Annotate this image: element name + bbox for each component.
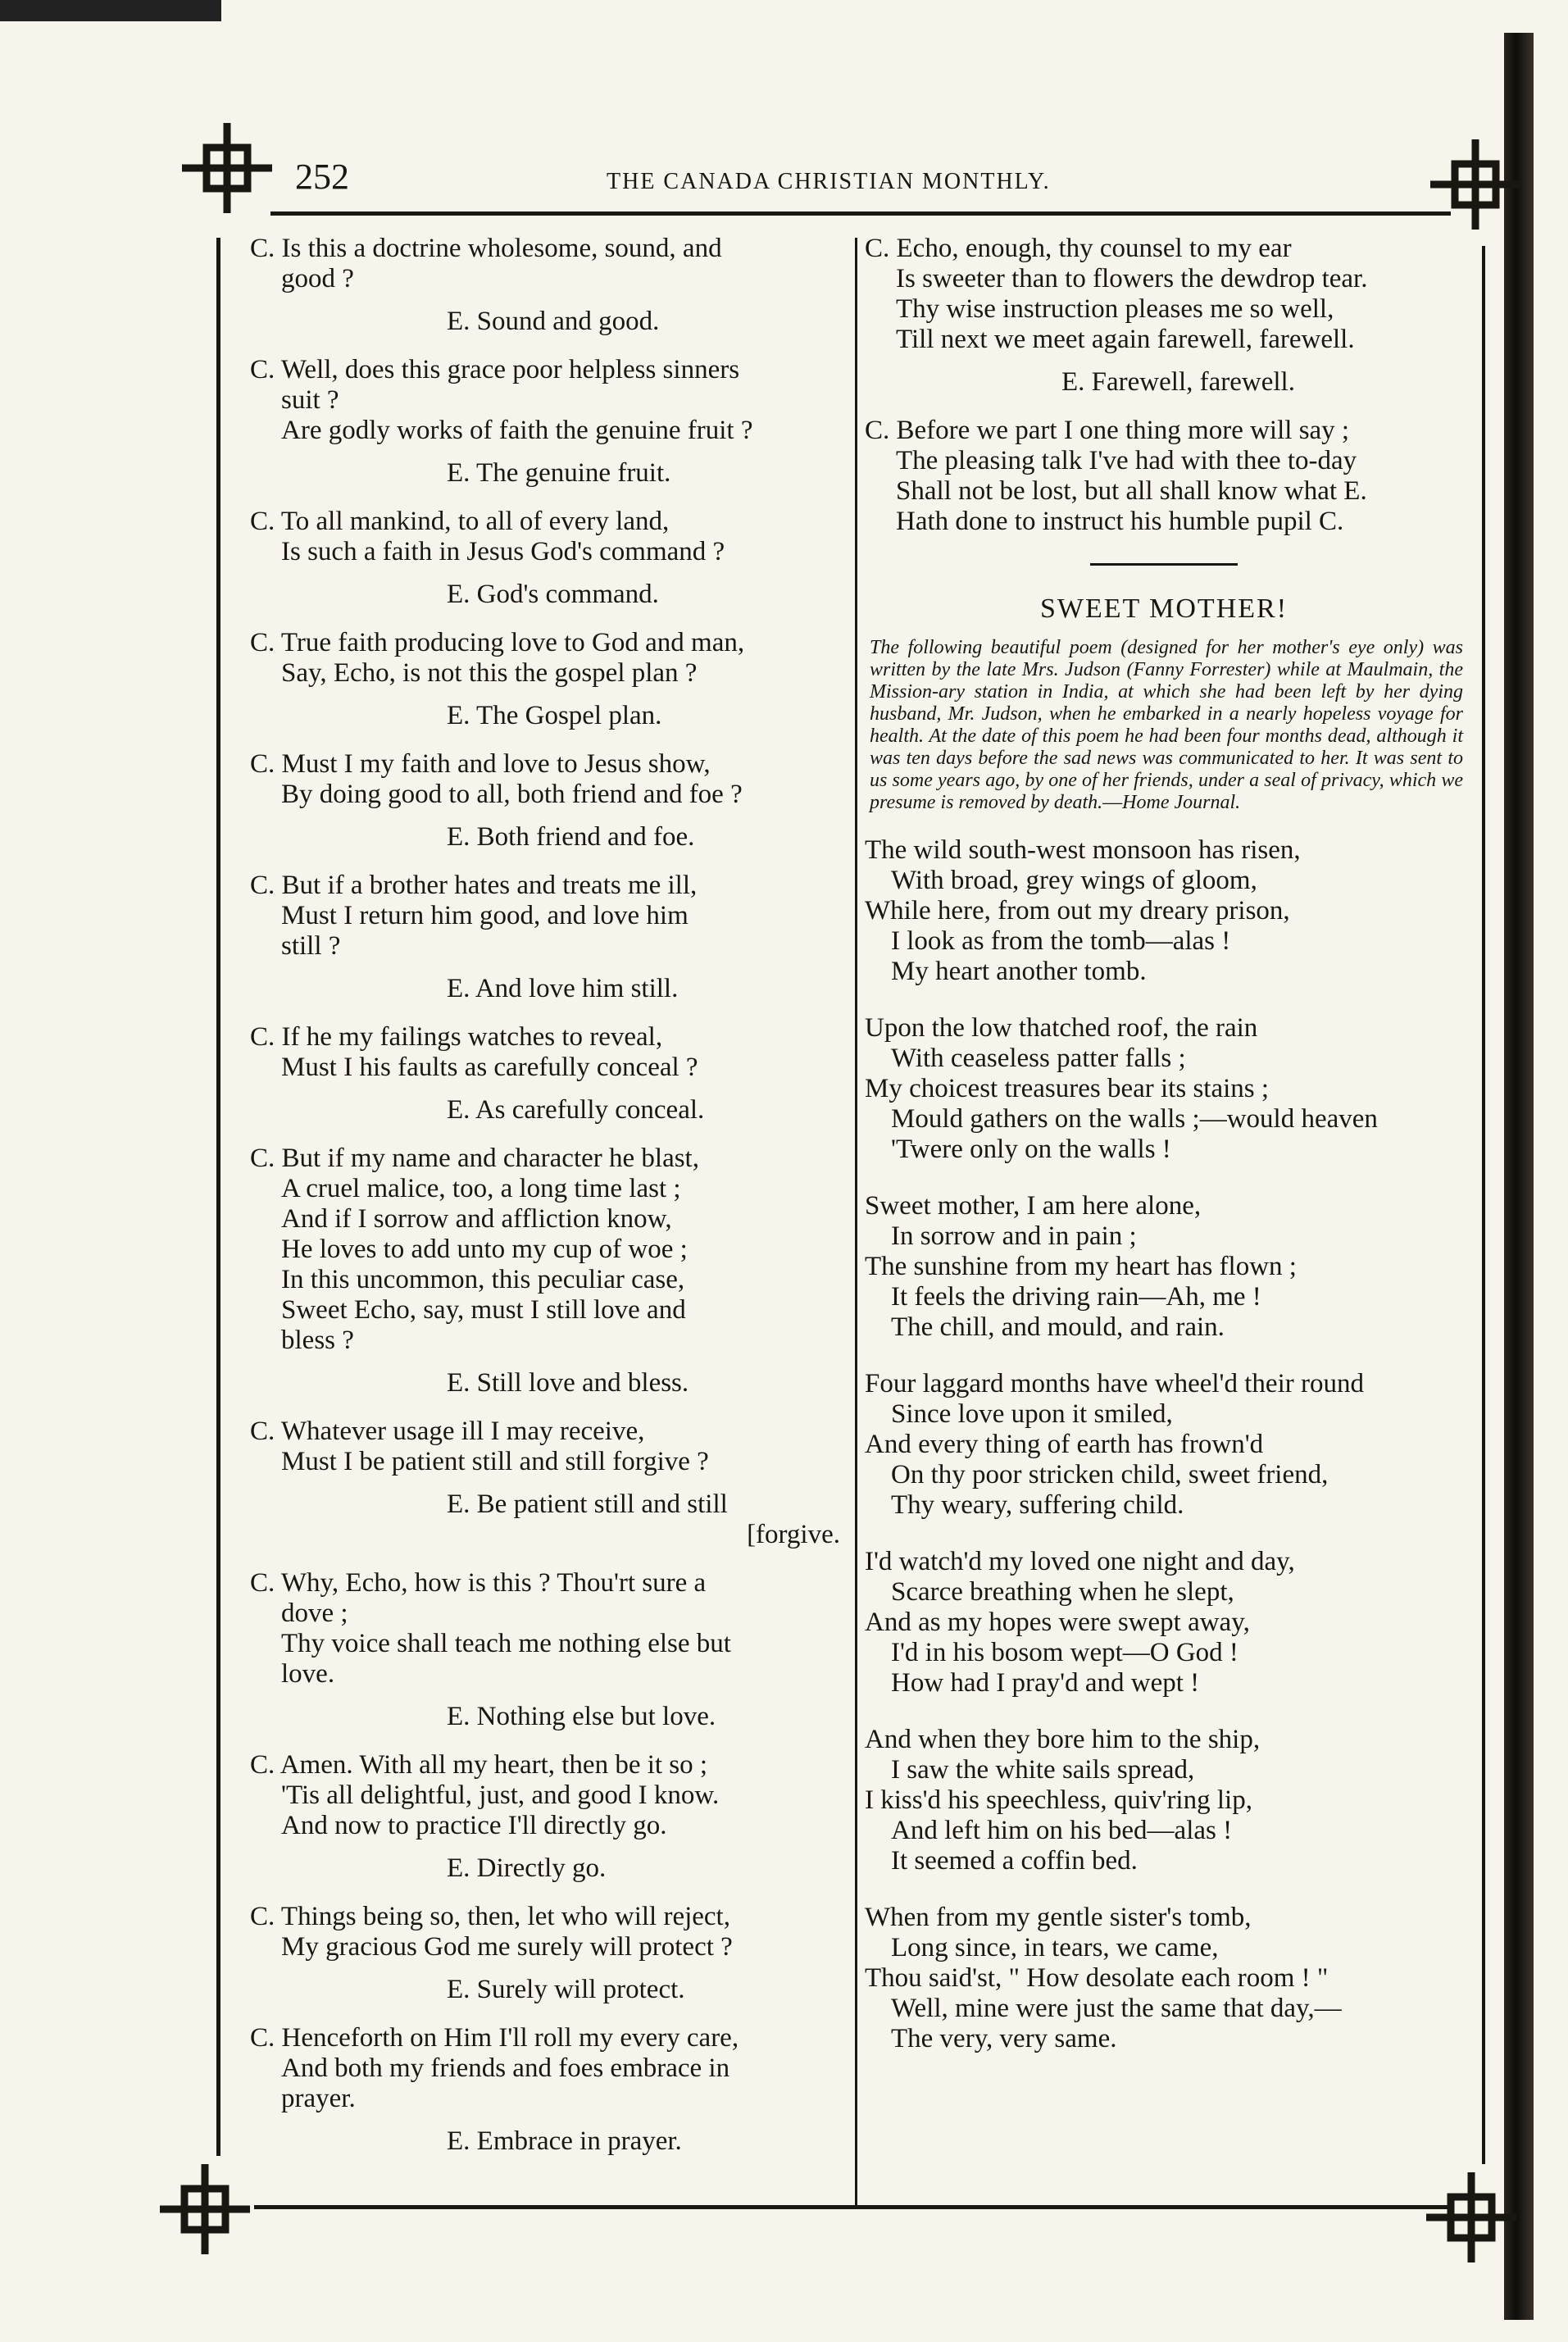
corner-ornament-bottom-right xyxy=(1426,2172,1516,2262)
dialogue-line: Sweet Echo, say, must I still love and xyxy=(281,1295,686,1325)
dialogue-line: C. Whatever usage ill I may receive, xyxy=(250,1417,645,1446)
poem-stanza xyxy=(865,1013,1463,1165)
frame-top-rule xyxy=(270,211,1451,216)
dialogue-line: Must I return him good, and love him xyxy=(281,901,689,930)
dialogue-line: Is sweeter than to flowers the dewdrop tear. xyxy=(896,264,1368,293)
dialogue-line: C. True faith producing love to God and man, xyxy=(250,628,745,657)
poem-line: I saw the white sails spread, xyxy=(891,1755,1195,1785)
echo-reply: E. Still love and bless. xyxy=(447,1368,689,1398)
echo-line: E. Be patient still and still xyxy=(447,1489,728,1519)
poem-line: Four laggard months have wheel'd their round xyxy=(865,1369,1364,1398)
poem-line: Mould gathers on the walls ;—would heaven xyxy=(891,1104,1378,1134)
poem-line: When from my gentle sister's tomb, xyxy=(865,1903,1252,1932)
section-rule xyxy=(1090,563,1238,566)
poem-line: And every thing of earth has frown'd xyxy=(865,1430,1264,1459)
dialogue-line: The pleasing talk I've had with thee to-day xyxy=(896,446,1357,475)
poem-stanza xyxy=(865,1725,1463,1876)
dialogue-stanza xyxy=(250,234,848,294)
dialogue-line: He loves to add unto my cup of woe ; xyxy=(281,1235,688,1264)
echo-reply: E. Directly go. xyxy=(447,1853,607,1883)
poem-line: And when they bore him to the ship, xyxy=(865,1725,1261,1754)
corner-ornament-top-left xyxy=(182,123,272,213)
dialogue-line: suit ? xyxy=(281,385,339,415)
dialogue-line: Till next we meet again farewell, farewell. xyxy=(896,325,1355,354)
echo-reply: E. Surely will protect. xyxy=(447,1975,685,2004)
poem-line: The sunshine from my heart has flown ; xyxy=(865,1252,1297,1281)
poem-line: Scarce breathing when he slept, xyxy=(891,1577,1234,1607)
dialogue-line: bless ? xyxy=(281,1326,354,1355)
poem-line: While here, from out my dreary prison, xyxy=(865,896,1290,925)
poem-line: On thy poor stricken child, sweet friend, xyxy=(891,1460,1329,1489)
frame-bottom-rule xyxy=(254,2205,1451,2209)
poem-line: I'd in his bosom wept—O God ! xyxy=(891,1638,1238,1667)
poem-line: The chill, and mould, and rain. xyxy=(891,1312,1225,1342)
dialogue-line: C. Amen. With all my heart, then be it so ; xyxy=(250,1750,708,1780)
poem-body xyxy=(865,835,1463,2054)
poem-stanza xyxy=(865,1547,1463,1699)
page-number: 252 xyxy=(295,157,349,197)
dialogue-line: Must I his faults as carefully conceal ? xyxy=(281,1053,698,1082)
echo-reply: E. And love him still. xyxy=(447,974,679,1003)
scan-artifact xyxy=(0,0,221,21)
dialogue-line: C. Is this a doctrine wholesome, sound, and xyxy=(250,234,722,263)
echo-reply: E. Both friend and foe. xyxy=(447,822,695,852)
poem-intro-source: Home Journal. xyxy=(1122,792,1241,813)
dialogue-line: Shall not be lost, but all shall know what E. xyxy=(896,476,1367,506)
dialogue-line: prayer. xyxy=(281,2084,356,2113)
dialogue-stanza xyxy=(865,234,1463,355)
dialogue-stanza xyxy=(250,355,848,446)
poem-line: The very, very same. xyxy=(891,2024,1117,2053)
dialogue-line: By doing good to all, both friend and foe ? xyxy=(281,780,743,809)
dialogue-line: C. To all mankind, to all of every land, xyxy=(250,507,670,536)
dialogue-continuation xyxy=(865,234,1463,537)
poem-line: It seemed a coffin bed. xyxy=(891,1846,1138,1876)
echo-reply xyxy=(250,1489,848,1550)
dialogue-line: My gracious God me surely will protect ? xyxy=(281,1932,733,1962)
dialogue-stanza xyxy=(250,1144,848,1356)
running-head: THE CANADA CHRISTIAN MONTHLY. xyxy=(607,169,1051,194)
poem-line: With ceaseless patter falls ; xyxy=(891,1044,1186,1073)
dialogue-line: Say, Echo, is not this the gospel plan ? xyxy=(281,658,698,688)
poem-line: It feels the driving rain—Ah, me ! xyxy=(891,1282,1261,1312)
poem-line: Long since, in tears, we came, xyxy=(891,1933,1219,1962)
page-header xyxy=(295,156,1459,205)
right-column xyxy=(865,234,1463,2081)
poem-line: Thou said'st, " How desolate each room ! " xyxy=(865,1963,1329,1993)
dialogue-stanza xyxy=(250,1022,848,1083)
dialogue-line: And both my friends and foes embrace in xyxy=(281,2053,730,2083)
echo-reply: E. Sound and good. xyxy=(447,307,660,336)
poem-stanza xyxy=(865,1369,1463,1521)
column-divider xyxy=(855,238,857,2205)
frame-left-rule xyxy=(216,238,220,2156)
poem-line: And as my hopes were swept away, xyxy=(865,1608,1250,1637)
poem-line: And left him on his bed—alas ! xyxy=(891,1816,1233,1845)
echo-reply: E. Nothing else but love. xyxy=(447,1702,716,1731)
corner-ornament-bottom-left xyxy=(160,2164,250,2254)
poem-line: With broad, grey wings of gloom, xyxy=(891,866,1257,895)
dialogue-line: still ? xyxy=(281,931,341,961)
dialogue-line: love. xyxy=(281,1659,335,1689)
poem-stanza xyxy=(865,1191,1463,1343)
poem-stanza xyxy=(865,1903,1463,2054)
dialogue-line: C. Things being so, then, let who will reject, xyxy=(250,1902,730,1931)
dialogue-line: dove ; xyxy=(281,1598,348,1628)
echo-reply: E. God's command. xyxy=(447,580,659,609)
poem-line: The wild south-west monsoon has risen, xyxy=(865,835,1301,865)
poem-line: I look as from the tomb—alas ! xyxy=(891,926,1231,956)
poem-line: My heart another tomb. xyxy=(891,957,1147,986)
dialogue-line: C. Before we part I one thing more will say ; xyxy=(865,416,1350,445)
poem-line: Sweet mother, I am here alone, xyxy=(865,1191,1202,1221)
echo-reply: E. As carefully conceal. xyxy=(447,1095,705,1125)
dialogue-stanza xyxy=(250,871,848,962)
dialogue-line: Thy voice shall teach me nothing else but xyxy=(281,1629,731,1658)
dialogue-line: good ? xyxy=(281,264,354,293)
left-column xyxy=(250,234,848,2175)
echo-reply: E. Embrace in prayer. xyxy=(447,2126,682,2156)
poem-title: SWEET MOTHER! xyxy=(1039,593,1288,624)
dialogue-stanza xyxy=(250,2023,848,2114)
dialogue-line: Is such a faith in Jesus God's command ? xyxy=(281,537,725,566)
dialogue-line: C. Henceforth on Him I'll roll my every care, xyxy=(250,2023,739,2053)
dialogue-line: C. If he my failings watches to reveal, xyxy=(250,1022,663,1052)
poem-stanza xyxy=(865,835,1463,987)
dialogue-stanza xyxy=(250,749,848,810)
poem-line: Since love upon it smiled, xyxy=(891,1399,1173,1429)
dialogue-line: C. Echo, enough, thy counsel to my ear xyxy=(865,234,1292,263)
dialogue-stanza xyxy=(250,1417,848,1477)
dialogue-line: Must I be patient still and still forgive ? xyxy=(281,1447,709,1476)
dialogue-line: Are godly works of faith the genuine fruit ? xyxy=(281,416,753,445)
poem-line: Upon the low thatched roof, the rain xyxy=(865,1013,1258,1043)
poem-line: Thy weary, suffering child. xyxy=(891,1490,1184,1520)
poem-introduction: The following beautiful poem (designed for her mother's eye only) was written by the late Mrs. Judson (Fanny Forrester) while at Maulmain, the Mission-ary station in India, at which she had been left by her dying husband, Mr. Judson, when he embarked in a nearly hopeless voyage for health. At the date of this poem he had been four months dead, although it was ten days before the sad news was communicated to her. It was sent to us some years ago, by one of her friends, under a seal of privacy, which we presume is removed by death.—Home Journal. xyxy=(870,637,1463,813)
poem-line: In sorrow and in pain ; xyxy=(891,1221,1137,1251)
poem-intro-text: The following beautiful poem (designed for her mother's eye only) was written by the late Mrs. Judson (Fanny Forrester) while at Maulmain, the Mission-ary station in India, at which she had been left by her dying husband, Mr. Judson, when he embarked in a nearly hopeless voyage for health. At the date of this poem he had been four months dead, although it was ten days before the sad news was communicated to her. It was sent to us some years ago, by one of her friends, under a seal of privacy, which we presume is removed by death. xyxy=(870,637,1463,813)
echo-reply: E. Farewell, farewell. xyxy=(1061,367,1295,397)
dialogue-stanza xyxy=(250,1750,848,1841)
dialogue-line: In this uncommon, this peculiar case, xyxy=(281,1265,685,1294)
dialogue-stanza xyxy=(865,416,1463,537)
dialogue-line: C. But if a brother hates and treats me ill, xyxy=(250,871,698,900)
frame-right-rule xyxy=(1482,246,1485,2164)
dialogue-line: Hath done to instruct his humble pupil C. xyxy=(896,507,1344,536)
page-edge-shadow xyxy=(1504,33,1534,2320)
poem-line: Well, mine were just the same that day,— xyxy=(891,1994,1342,2023)
dialogue-line: C. But if my name and character he blast, xyxy=(250,1144,699,1173)
dialogue-line: And now to practice I'll directly go. xyxy=(281,1811,667,1840)
dialogue-line: C. Why, Echo, how is this ? Thou'rt sure a xyxy=(250,1568,707,1598)
poem-line: How had I pray'd and wept ! xyxy=(891,1668,1200,1698)
poem-line: My choicest treasures bear its stains ; xyxy=(865,1074,1270,1103)
dialogue-line: And if I sorrow and affliction know, xyxy=(281,1204,672,1234)
dialogue-line: C. Well, does this grace poor helpless sinners xyxy=(250,355,740,384)
dialogue-stanza xyxy=(250,1568,848,1689)
poem-line: 'Twere only on the walls ! xyxy=(891,1135,1171,1164)
echo-reply: E. The genuine fruit. xyxy=(447,458,671,488)
dialogue-stanza xyxy=(250,507,848,567)
echo-line: [forgive. xyxy=(747,1520,840,1549)
dialogue-line: C. Must I my faith and love to Jesus show, xyxy=(250,749,711,779)
dialogue-stanza xyxy=(250,628,848,689)
poem-line: I'd watch'd my loved one night and day, xyxy=(865,1547,1295,1576)
dialogue-line: 'Tis all delightful, just, and good I know. xyxy=(281,1780,720,1810)
dialogue-line: A cruel malice, too, a long time last ; xyxy=(281,1174,681,1203)
dialogue-stanza xyxy=(250,1902,848,1962)
echo-reply: E. The Gospel plan. xyxy=(447,701,662,730)
dialogue-line: Thy wise instruction pleases me so well, xyxy=(896,294,1334,324)
poem-line: I kiss'd his speechless, quiv'ring lip, xyxy=(865,1785,1252,1815)
